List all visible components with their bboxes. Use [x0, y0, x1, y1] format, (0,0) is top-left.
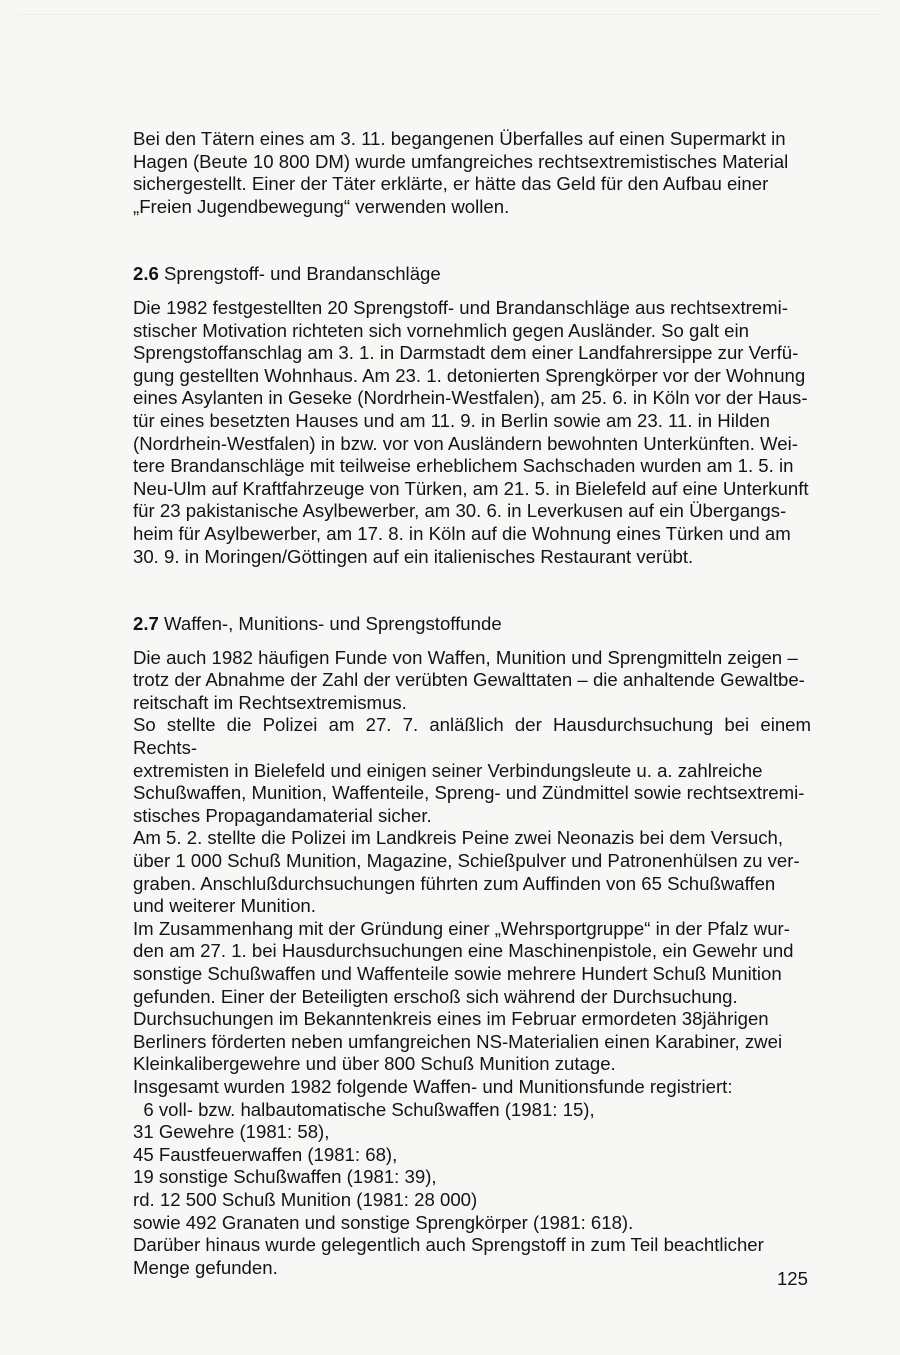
spacer	[133, 568, 811, 613]
list-item: sowie 492 Granaten und sonstige Sprengkörper (1981: 618).	[133, 1211, 634, 1233]
spacer	[133, 218, 811, 263]
section-heading-2-6	[133, 263, 811, 286]
list-item: 31 Gewehre (1981: 58),	[133, 1121, 330, 1143]
section-2-7-paragraph: Am 5. 2. stellte die Polizei im Landkreis Peine zwei Neonazis bei dem Versuch, über 1 000 Schuß Munition, Magazine, Schießpulver und Patronenhülsen zu ver- graben. Anschlußdurchsuchungen führten zum Auffinden von 65 Schußwaffen und weiterer Munition.	[133, 827, 800, 917]
list-item: 19 sonstige Schußwaffen (1981: 39),	[133, 1166, 437, 1188]
spacer	[133, 286, 811, 297]
section-2-7-paragraph: Die auch 1982 häufigen Funde von Waffen, Munition und Sprengmitteln zeigen – trotz der Abnahme der Zahl der verübten Gewalttaten – die anhaltende Gewaltbe- reitschaft im Rechtsextremismus.	[133, 646, 805, 713]
section-title: Sprengstoff- und Brandanschläge	[158, 263, 441, 285]
list-item: 45 Faustfeuerwaffen (1981: 68),	[133, 1143, 398, 1165]
section-2-7-paragraph: Durchsuchungen im Bekanntenkreis eines im Februar ermordeten 38jährigen Berliners förderten neben umfangreichen NS-Materialien einen Karabiner, zwei Kleinkalibergewehre und über 800 Schuß Munition zutage.	[133, 1008, 783, 1075]
intro-paragraph: Bei den Tätern eines am 3. 11. begangenen Überfalles auf einen Supermarkt in Hagen (Beute 10 800 DM) wurde umfangreiches rechtsextremistisches Material sichergestellt. Einer der Täter erklärte, er hätte das Geld für den Aufbau einer „Freien Jugendbewegung“ verwenden wollen.	[133, 128, 789, 217]
page-number: 125	[776, 1268, 808, 1289]
spacer	[133, 636, 811, 647]
document-page	[133, 128, 811, 1279]
closing-paragraph: Darüber hinaus wurde gelegentlich auch Sprengstoff in zum Teil beachtlicher Menge gefunden.	[133, 1234, 764, 1278]
section-number: 2.6	[133, 263, 159, 285]
page-top-edge	[20, 14, 880, 15]
section-heading-2-7	[133, 613, 811, 636]
list-item: rd. 12 500 Schuß Munition (1981: 28 000)	[133, 1188, 478, 1210]
section-2-7-paragraph: So stellte die Polizei am 27. 7. anläßlich der Hausdurchsuchung bei einem Rechts- extremisten in Bielefeld und einigen seiner Verbindungsleute u. a. zahlreiche Schußwaffen, Munition, Waffenteile, Spreng- und Zündmittel sowie rechtsextremi- stisches Propagandamaterial sicher.	[133, 714, 811, 826]
findings-list	[133, 1099, 811, 1235]
section-title: Waffen-, Munitions- und Sprengstoffunde	[158, 613, 502, 635]
section-2-6-paragraph: Die 1982 festgestellten 20 Sprengstoff- und Brandanschläge aus rechtsextremi- stischer Motivation richteten sich vornehmlich gegen Ausländer. So galt ein Sprengstoffanschlag am 3. 1. in Darmstadt dem einer Landfahrersippe zur Verfü- gung gestellten Wohnhaus. Am 23. 1. detonierten Sprengkörper vor der Wohnung eines Asylanten in Geseke (Nordrhein-Westfalen), am 25. 6. in Köln vor der Haus- tür eines besetzten Hauses und am 11. 9. in Berlin sowie am 23. 11. in Hilden (Nordrhein-Westfalen) in bzw. vor von Ausländern bewohnten Unterkünften. Wei- tere Brandanschläge mit teilweise erheblichem Sachschaden wurden am 1. 5. in Neu-Ulm auf Kraftfahrzeuge von Türken, am 21. 5. in Bielefeld auf eine Unterkunft für 23 pakistanische Asylbewerber, am 30. 6. in Leverkusen auf ein Übergangs- heim für Asylbewerber, am 17. 8. in Köln auf die Wohnung eines Türken und am 30. 9. in Moringen/Göttingen auf ein italienisches Restaurant verübt.	[133, 296, 809, 567]
section-number: 2.7	[133, 613, 159, 635]
list-item: 6 voll- bzw. halbautomatische Schußwaffen (1981: 15),	[133, 1098, 595, 1120]
section-2-7-paragraph: Insgesamt wurden 1982 folgende Waffen- und Munitionsfunde registriert:	[133, 1075, 733, 1097]
section-2-7-paragraph: Im Zusammenhang mit der Gründung einer „Wehrsportgruppe“ in der Pfalz wur- den am 27. 1. bei Hausdurchsuchungen eine Maschinenpistole, ein Gewehr und sonstige Schußwaffen und Waffenteile sowie mehrere Hundert Schuß Munition gefunden. Einer der Beteiligten erschoß sich während der Durchsuchung.	[133, 917, 794, 1007]
